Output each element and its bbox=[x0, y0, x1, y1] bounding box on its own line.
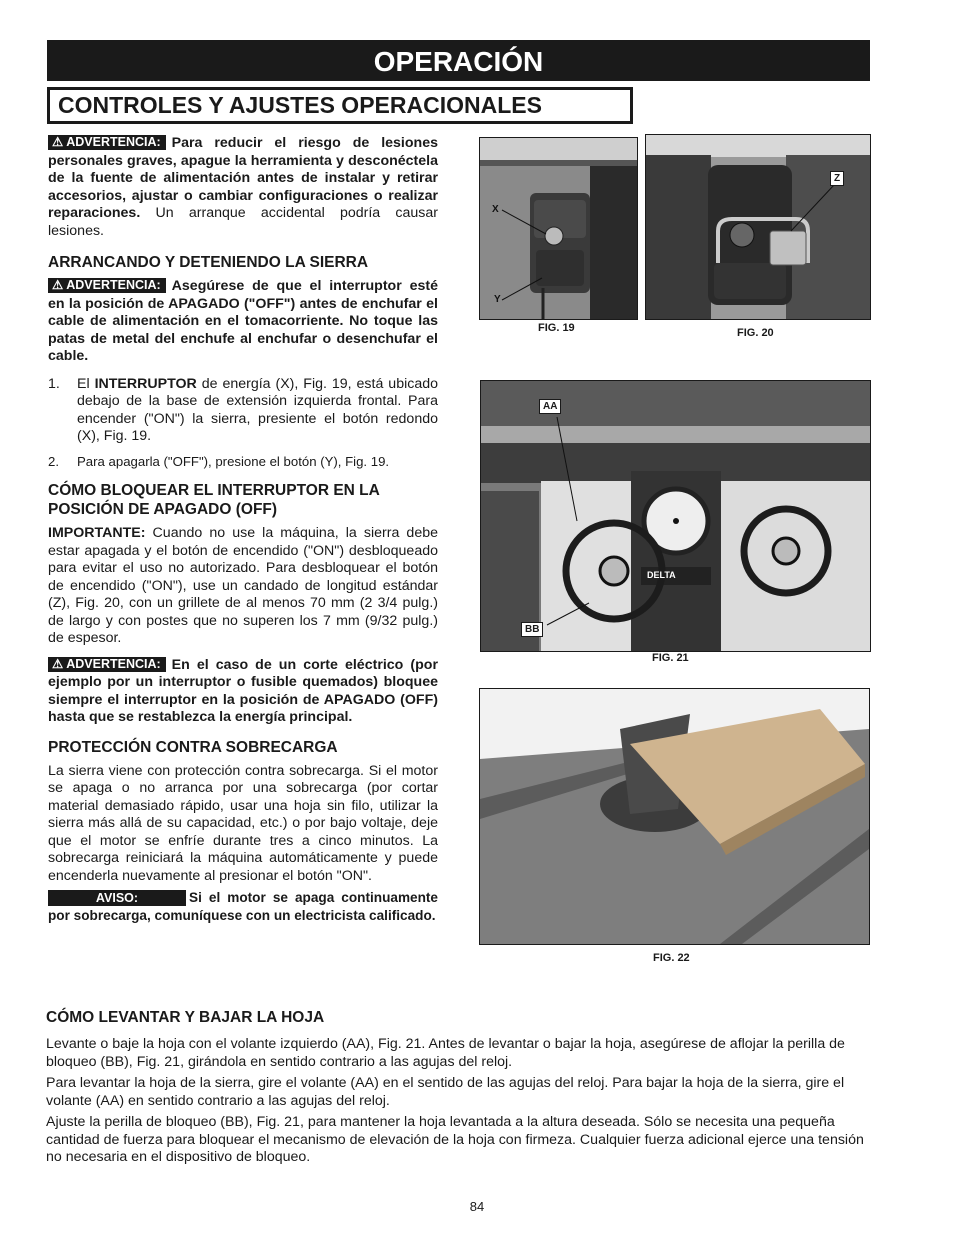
raise-lower-section bbox=[46, 1008, 870, 1167]
lock-warning: ⚠ ADVERTENCIA: En el caso de un corte eléctrico (por ejemplo por un interruptor o fusible quemados) bloquee siempre el interruptor en la posición de APAGADO (OFF) hasta que se restablezca la energía principal. bbox=[48, 656, 438, 725]
page-banner: OPERACIÓN bbox=[47, 40, 870, 81]
callout-aa: AA bbox=[539, 399, 561, 414]
intro-warning-normal: Un arranque accidental podría causar lesiones. bbox=[48, 205, 438, 239]
figure-21-photo bbox=[480, 380, 871, 652]
raise-lower-paragraph: Para levantar la hoja de la sierra, gire el volante (AA) en el sentido de las agujas del reloj. Para bajar la hoja de la sierra, gire el volante (AA) en sentido contrario a las agujas del reloj. bbox=[46, 1075, 845, 1109]
figure-21-caption: FIG. 21 bbox=[652, 652, 689, 664]
overload-notice: AVISO: Si el motor se apaga continuamente por sobrecarga, comuníquese con un electricista calificado. bbox=[48, 890, 438, 923]
figure-19-photo bbox=[479, 137, 638, 320]
figure-20-caption: FIG. 20 bbox=[737, 327, 774, 339]
list-item: 1. El INTERRUPTOR de energía (X), Fig. 19, está ubicado debajo de la base de extensión izquierda frontal. Para encender ("ON") la sierra, presiente el botón redondo (X), Fig. 19. bbox=[48, 375, 438, 444]
lock-important: IMPORTANTE: Cuando no use la máquina, la sierra debe estar apagada y el botón de encendido ("ON") desbloqueado para evitar el uso no autorizado. Para desbloquear el botón de encendido ("ON"), use un candado de longitud estándar (Z), Fig. 20, con un grillete de al menos 70 mm (2 3/4 pulg.) de largo y con postes que no superen los 7 mm (9/32 pulg.) de espesor. bbox=[48, 525, 438, 646]
lock-heading: CÓMO BLOQUEAR EL INTERRUPTOR EN LA POSICIÓN DE APAGADO (OFF) bbox=[48, 482, 380, 518]
padlock-illustration bbox=[646, 135, 870, 319]
overload-heading: PROTECCIÓN CONTRA SOBRECARGA bbox=[48, 738, 338, 756]
warning-badge: ⚠ ADVERTENCIA: bbox=[48, 135, 166, 150]
start-stop-heading: ARRANCANDO Y DETENIENDO LA SIERRA bbox=[48, 254, 369, 271]
intro-warning-bold: Para reducir el riesgo de lesiones personales graves, apague la herramienta y desconéctela de la fuente de alimentación antes de instalar y retirar accesorios, ajustar o cambiar configuraciones o realizar reparaciones. bbox=[48, 135, 438, 221]
figure-22-caption: FIG. 22 bbox=[653, 952, 690, 964]
overload-text: La sierra viene con protección contra sobrecarga. Si el motor se apaga o no arranca por una sobrecarga (por cortar material demasiado rápido, usar una hoja sin filo, utilizar la sierra más allá de su capacidad, etc.) o por bajo voltaje, deje que el motor se enfríe durante tres a cinco minutos. La sobrecarga reiniciará la máquina automáticamente y puede encenderla nuevamente al presionar el botón "ON". bbox=[48, 762, 438, 884]
figure-22-photo bbox=[479, 688, 870, 945]
page-number: 84 bbox=[469, 1199, 485, 1214]
raise-lower-paragraph: Levante o baje la hoja con el volante izquierdo (AA), Fig. 21. Antes de levantar o bajar la hoja, asegúrese de aflojar la perilla de bloqueo (BB), Fig. 21, girándola en sentido contrario a las agujas del reloj. bbox=[46, 1036, 845, 1070]
notice-badge: AVISO: bbox=[48, 890, 186, 906]
intro-warning bbox=[48, 135, 438, 240]
raise-lower-heading: CÓMO LEVANTAR Y BAJAR LA HOJA bbox=[46, 1009, 325, 1026]
warning-badge: ⚠ ADVERTENCIA: bbox=[48, 657, 166, 672]
figure-20-photo bbox=[645, 134, 871, 320]
raise-lower-paragraph: Ajuste la perilla de bloqueo (BB), Fig. 21, para mantener la hoja levantada a la altura deseada. Sólo se necesita una pequeña cantidad de fuerza para bloquear el mecanismo de elevación de la hoja con firmeza. Cualquier fuerza adicional ejerce una tensión no necesaria en el dispositivo de bloqueo. bbox=[46, 1114, 864, 1165]
left-column bbox=[48, 135, 438, 924]
list-item: 2. Para apagarla ("OFF"), presione el botón (Y), Fig. 19. bbox=[48, 453, 390, 469]
figure-19-caption: FIG. 19 bbox=[538, 322, 575, 334]
callout-x: X bbox=[492, 204, 499, 215]
warning-badge: ⚠ ADVERTENCIA: bbox=[48, 278, 166, 293]
callout-z: Z bbox=[830, 171, 844, 186]
start-stop-warning: ⚠ ADVERTENCIA: Asegúrese de que el interruptor esté en la posición de APAGADO ("OFF") antes de enchufar el cable de alimentación en el tomacorriente. No toque las patas de metal del enchufe al enchufar o desenchufar el cable. bbox=[48, 278, 438, 364]
callout-bb: BB bbox=[521, 622, 543, 637]
start-stop-steps bbox=[48, 376, 438, 471]
section-title: CONTROLES Y AJUSTES OPERACIONALES bbox=[47, 87, 633, 124]
callout-y: Y bbox=[494, 294, 501, 305]
blade-illustration bbox=[480, 689, 869, 944]
switch-box-illustration bbox=[480, 138, 637, 319]
brand-label: DELTA bbox=[647, 570, 676, 580]
handwheels-illustration bbox=[481, 381, 870, 651]
